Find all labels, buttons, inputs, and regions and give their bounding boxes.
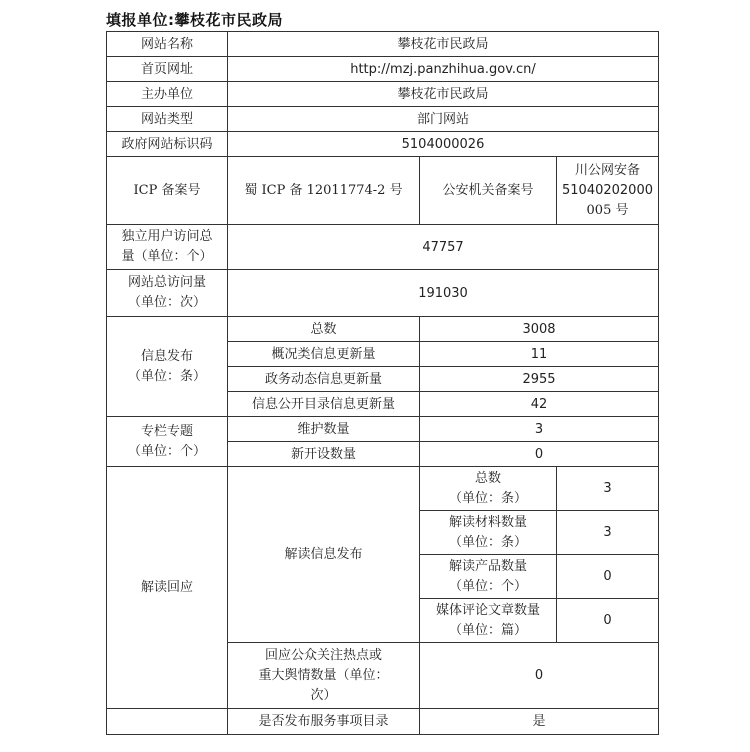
interp-total-label-line2: （单位：条） (448, 490, 527, 506)
interp-material-label-line2: （单位：条） (448, 534, 527, 550)
interp-product-label-line2: （单位：个） (448, 578, 527, 594)
info-publish-label-line1: 信息发布 (140, 348, 193, 364)
total-visits-value: 191030 (228, 270, 659, 317)
row-unique-visitors (107, 225, 659, 270)
row-site-type (107, 107, 659, 132)
host-unit-value: 攀枝花市民政局 (228, 82, 659, 107)
host-unit-label: 主办单位 (107, 82, 228, 107)
website-report-table (106, 31, 659, 735)
info-news-value: 2955 (420, 367, 659, 392)
unique-visitors-label-line2: 量（单位：个） (121, 249, 213, 264)
unique-visitors-label (107, 225, 228, 270)
info-publish-label (107, 317, 228, 417)
service-catalog-empty-cell (107, 709, 228, 735)
service-catalog-value: 是 (420, 709, 659, 735)
site-type-label: 网站类型 (107, 107, 228, 132)
site-type-value: 部门网站 (228, 107, 659, 132)
gov-id-value: 5104000026 (228, 132, 659, 157)
service-catalog-label: 是否发布服务事项目录 (228, 709, 420, 735)
column-topic-label-line1: 专栏专题 (140, 423, 193, 439)
row-host-unit (107, 82, 659, 107)
interp-product-label (420, 555, 557, 599)
response-label (228, 643, 420, 709)
row-column-maintain (107, 417, 659, 442)
homepage-label: 首页网址 (107, 57, 228, 82)
row-homepage (107, 57, 659, 82)
info-overview-value: 11 (420, 342, 659, 367)
row-service-catalog (107, 709, 659, 735)
site-name-label: 网站名称 (107, 32, 228, 57)
column-topic-label (107, 417, 228, 467)
response-label-line2: 重大舆情数量（单位： (258, 667, 389, 683)
column-maintain-value: 3 (420, 417, 659, 442)
row-total-visits (107, 270, 659, 317)
interp-total-label-line1: 总数 (474, 470, 501, 486)
response-value: 0 (420, 643, 659, 709)
gov-id-label: 政府网站标识码 (107, 132, 228, 157)
homepage-url: http://mzj.panzhihua.gov.cn/ (228, 57, 659, 82)
site-name-value: 攀枝花市民政局 (228, 32, 659, 57)
total-visits-label-line2: （单位：次） (127, 295, 206, 310)
info-overview-label: 概况类信息更新量 (228, 342, 420, 367)
total-visits-label (107, 270, 228, 317)
icp-label: ICP 备案号 (107, 157, 228, 225)
info-publish-label-line2: （单位：条） (127, 368, 206, 384)
interp-media-label-line1: 媒体评论文章数量 (435, 602, 540, 618)
police-record-value-line1: 川公网安备 (575, 162, 641, 178)
police-record-value (557, 157, 659, 225)
icp-value: 蜀 ICP 备 12011774-2 号 (228, 157, 420, 225)
police-record-value-line2: 51040202000 (562, 182, 653, 198)
interpret-response-label: 解读回应 (107, 467, 228, 709)
interp-total-label (420, 467, 557, 511)
response-label-line1: 回应公众关注热点或 (264, 647, 382, 663)
info-catalog-label: 信息公开目录信息更新量 (228, 392, 420, 417)
unique-visitors-value: 47757 (228, 225, 659, 270)
unique-visitors-label-line1: 独立用户访问总 (121, 229, 213, 244)
info-total-value: 3008 (420, 317, 659, 342)
column-maintain-label: 维护数量 (228, 417, 420, 442)
police-record-label: 公安机关备案号 (420, 157, 557, 225)
column-topic-label-line2: （单位：个） (127, 443, 206, 459)
interp-material-value: 3 (557, 511, 659, 555)
interp-media-value: 0 (557, 599, 659, 643)
interpret-publish-label: 解读信息发布 (228, 467, 420, 643)
interp-product-label-line1: 解读产品数量 (448, 558, 527, 574)
interp-media-label-line2: （单位：篇） (448, 622, 527, 638)
interp-material-label-line1: 解读材料数量 (448, 514, 527, 530)
total-visits-label-line1: 网站总访问量 (127, 275, 206, 290)
interp-material-label (420, 511, 557, 555)
info-news-label: 政务动态信息更新量 (228, 367, 420, 392)
police-record-value-line3: 005 号 (586, 202, 629, 218)
interp-product-value: 0 (557, 555, 659, 599)
row-site-name (107, 32, 659, 57)
row-interp-total (107, 467, 659, 511)
row-gov-id (107, 132, 659, 157)
interp-media-label (420, 599, 557, 643)
fill-unit-header: 填报单位:攀枝花市民政局 (106, 11, 283, 29)
row-info-total (107, 317, 659, 342)
info-total-label: 总数 (228, 317, 420, 342)
interp-total-value: 3 (557, 467, 659, 511)
response-label-line3: 次） (310, 687, 337, 703)
column-new-value: 0 (420, 442, 659, 467)
row-icp (107, 157, 659, 225)
column-new-label: 新开设数量 (228, 442, 420, 467)
info-catalog-value: 42 (420, 392, 659, 417)
